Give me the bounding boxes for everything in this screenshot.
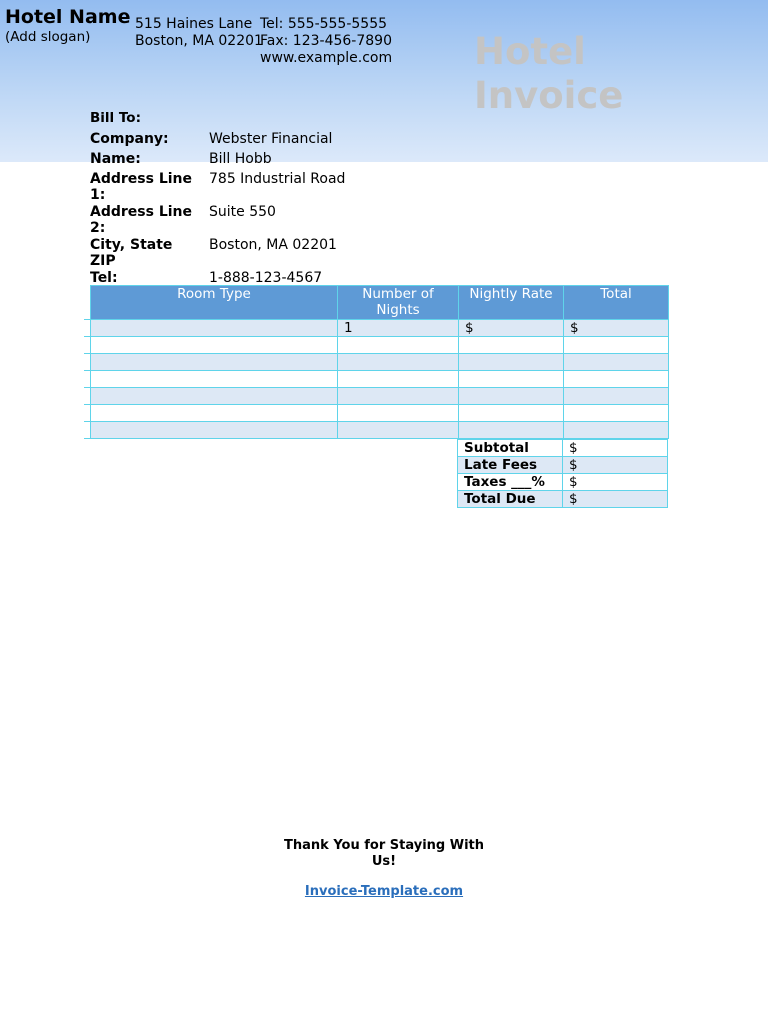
late-fees-value[interactable]: $ (563, 457, 668, 474)
row-divider-tick (84, 353, 90, 354)
address-line-1: 515 Haines Lane (135, 16, 253, 32)
late-fees-row (458, 457, 668, 474)
bill-value: Suite 550 (209, 204, 276, 220)
rate-cell[interactable] (459, 388, 564, 405)
address-line-2: Boston, MA 02201 (135, 33, 263, 49)
bill-key: Name: (90, 151, 141, 167)
taxes-label: Taxes ___% (458, 474, 563, 491)
hotel-phone: Tel: 555-555-5555 (260, 16, 388, 32)
total-due-row (458, 491, 668, 508)
row-divider-tick (84, 370, 90, 371)
bill-value: 1-888-123-4567 (209, 270, 323, 286)
room-type-cell[interactable] (91, 405, 338, 422)
header-total: Total (564, 286, 669, 320)
bill-value: Boston, MA 02201 (209, 237, 337, 253)
bill-key: Tel: (90, 270, 118, 286)
row-divider-tick (84, 387, 90, 388)
total-due-value[interactable]: $ (563, 491, 668, 508)
hotel-website: www.example.com (260, 50, 393, 66)
nights-cell[interactable] (338, 371, 459, 388)
table-row (91, 371, 669, 388)
bill-value: Webster Financial (209, 131, 333, 147)
bill-key: Address Line 1: (90, 171, 192, 203)
row-divider-tick (84, 319, 90, 320)
header-number-of-nights: Number of Nights (338, 286, 459, 320)
room-type-cell[interactable] (91, 371, 338, 388)
nights-cell[interactable] (338, 405, 459, 422)
thank-you-message: Thank You for Staying With Us! (284, 838, 485, 869)
nights-cell[interactable] (338, 422, 459, 439)
subtotal-row (458, 440, 668, 457)
rate-cell[interactable] (459, 405, 564, 422)
row-divider-tick (84, 421, 90, 422)
items-table (90, 285, 669, 439)
hotel-fax: Fax: 123-456-7890 (260, 33, 392, 49)
nights-cell[interactable] (338, 337, 459, 354)
subtotal-value[interactable]: $ (563, 440, 668, 457)
table-row (91, 388, 669, 405)
rate-cell[interactable] (459, 422, 564, 439)
taxes-row (458, 474, 668, 491)
rate-cell[interactable] (459, 354, 564, 371)
rate-cell[interactable]: $ (459, 320, 564, 337)
row-divider-tick (84, 404, 90, 405)
bill-value: 785 Industrial Road (209, 171, 346, 187)
table-row (91, 354, 669, 371)
nights-cell[interactable]: 1 (338, 320, 459, 337)
total-cell[interactable] (564, 354, 669, 371)
nights-cell[interactable] (338, 354, 459, 371)
rate-cell[interactable] (459, 371, 564, 388)
bill-to-label: Bill To: (90, 110, 141, 126)
items-header-row (91, 286, 669, 320)
nights-cell[interactable] (338, 388, 459, 405)
taxes-value[interactable]: $ (563, 474, 668, 491)
table-row (91, 422, 669, 439)
header-nightly-rate: Nightly Rate (459, 286, 564, 320)
hotel-slogan: (Add slogan) (5, 29, 91, 45)
late-fees-label: Late Fees (458, 457, 563, 474)
bill-key: City, State ZIP (90, 237, 173, 269)
invoice-title: Hotel Invoice (474, 30, 624, 117)
total-cell[interactable] (564, 388, 669, 405)
total-cell[interactable] (564, 422, 669, 439)
room-type-cell[interactable] (91, 354, 338, 371)
total-cell[interactable] (564, 371, 669, 388)
bill-key: Company: (90, 131, 169, 147)
total-due-label: Total Due (458, 491, 563, 508)
room-type-cell[interactable] (91, 388, 338, 405)
table-row (91, 337, 669, 354)
hotel-name: Hotel Name (5, 6, 131, 28)
room-type-cell[interactable] (91, 320, 338, 337)
room-type-cell[interactable] (91, 337, 338, 354)
table-row (91, 405, 669, 422)
rate-cell[interactable] (459, 337, 564, 354)
table-row (91, 320, 669, 337)
totals-table (457, 439, 668, 508)
bill-key: Address Line 2: (90, 204, 192, 236)
total-cell[interactable] (564, 405, 669, 422)
footer-link[interactable]: Invoice-Template.com (304, 884, 464, 899)
room-type-cell[interactable] (91, 422, 338, 439)
row-divider-tick (84, 438, 90, 439)
bill-value: Bill Hobb (209, 151, 272, 167)
total-cell[interactable]: $ (564, 320, 669, 337)
header-room-type: Room Type (91, 286, 338, 320)
total-cell[interactable] (564, 337, 669, 354)
subtotal-label: Subtotal (458, 440, 563, 457)
row-divider-tick (84, 336, 90, 337)
